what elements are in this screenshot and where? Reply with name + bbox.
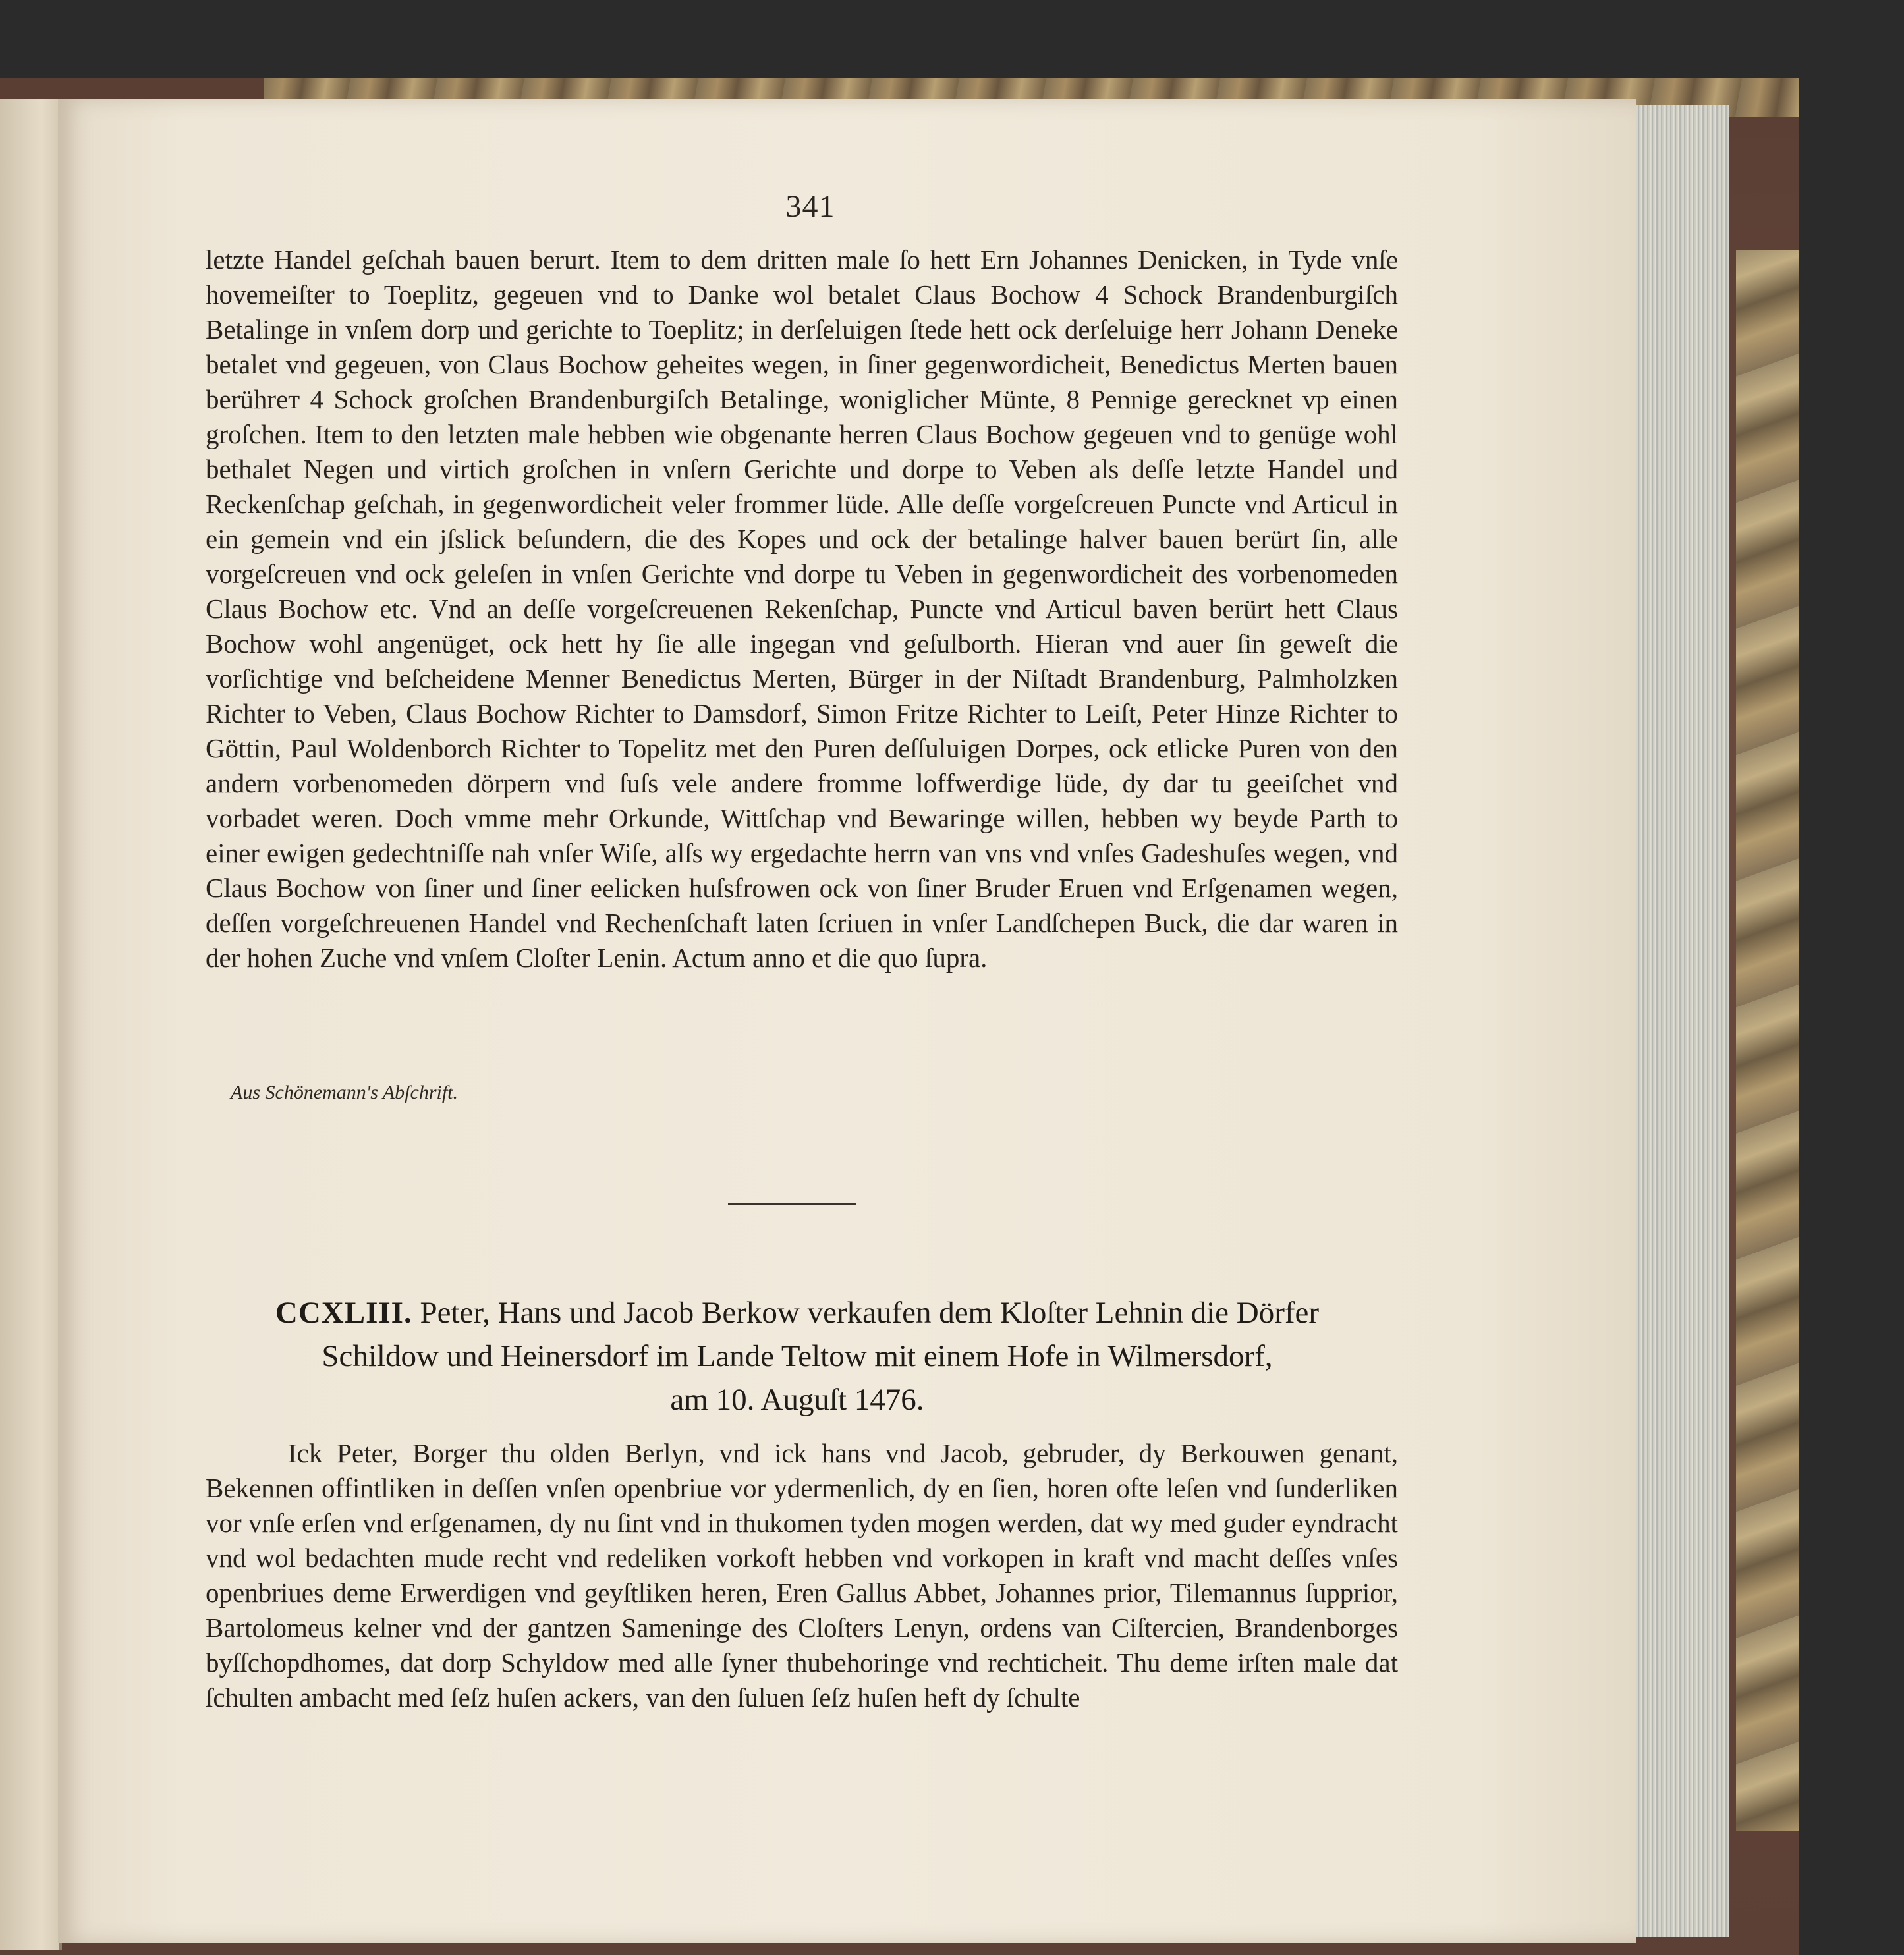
document-paragraph: [206, 1436, 1398, 1715]
heading-line-1: [217, 1291, 1377, 1335]
section-divider: [728, 1203, 856, 1205]
section-heading: [217, 1291, 1377, 1421]
heading-title-line-1: Peter, Hans und Jacob Berkow verkaufen dem Kloſter Lehnin die Dörfer: [420, 1296, 1320, 1330]
source-note: Aus Schönemann's Abſchrift.: [231, 1082, 458, 1103]
heading-title-line-3: am 10. Auguſt 1476.: [670, 1383, 924, 1417]
page-edge-stack: [1631, 105, 1729, 1937]
paragraph-text: Ick Peter, Borger thu olden Berlyn, vnd ick hans vnd Jacob, gebruder, dy Berkouwen genant, Bekennen offintliken in deſſen vnſen openbriue vor ydermenlich, dy en ſien, horen ofte leſen vnd ſunderliken vor vnſe erſen vnd erſgenamen, dy nu ſint vnd in thukomen tyden mogen werden, dat wy med guder eyndracht vnd wol bedachten mude recht vnd redeliken vorkoft hebben vnd vorkopen in kraft vnd macht deſſes vnſes openbriues deme Erwerdigen vnd geyſtliken heren, Eren Gallus Abbet, Johannes prior, Tilemannus ſupprior, Bartolomeus kelner vnd der gantzen Sameninge des Cloſters Lenyn, ordens van Ciſtercien, Brandenborges byſſchopdhomes, dat dorp Schyldow med alle ſyner thubehoringe vnd rechticheit. Thu deme irſten male dat ſchulten ambacht med ſeſz huſen ackers, van den ſuluen ſeſz huſen heft dy ſchulte: [206, 1438, 1398, 1713]
marbled-side-edge: [1736, 250, 1799, 1831]
document-numeral: CCXLIII.: [275, 1296, 412, 1330]
left-page-edge: [0, 99, 62, 1950]
heading-title-line-2: Schildow und Heinersdorf im Lande Teltow mit einem Hofe in Wilmersdorf,: [322, 1339, 1273, 1373]
page-number: 341: [785, 189, 835, 224]
paragraph-text: letzte Handel geſchah bauen berurt. Item to dem dritten male ſo hett Ern Johannes Denicken, in Tyde vnſe hovemeiſter to Toeplitz, gegeuen vnd to Danke wol betalet Claus Bochow 4 Schock Brandenburgiſch Betalinge in vnſem dorp und gerichte to Toeplitz; in derſeluigen ſtede hett ock derſeluige herr Johann Deneke betalet vnd gegeuen, von Claus Bochow geheites wegen, in ſiner gegenwordicheit, Benedictus Merten bauen berührет 4 Schock groſchen Brandenburgiſch Betalinge, woniglicher Münte, 8 Pennige gerecknet vp einen groſchen. Item to den letzten male hebben wie obgenante herren Claus Bochow gegeuen vnd to genüge wohl bethalet Negen und virtich groſchen in vnſern Gerichte und dorpe to Veben als deſſe letzte Handel und Reckenſchap geſchah, in gegenwordicheit veler frommer lüde. Alle deſſe vorgeſcreuen Puncte vnd Articul in ein gemein vnd ein jſslick beſundern, die des Kopes und ock der betalinge halver bauen berürt ſin, alle vorgeſcreuen vnd ock geleſen in vnſen Gerichte vnd dorpe tu Veben in gegenwordicheit des vorbenomeden Claus Bochow etc. Vnd an deſſe vorgeſcreuenen Rekenſchap, Puncte vnd Articul baven berürt hett Claus Bochow wohl angenüget, ock hett hy ſie alle ingegan vnd geſulborth. Hieran vnd auer ſin geweſt die vorſichtige vnd beſcheidene Menner Benedictus Merten, Bürger in der Niſtadt Brandenburg, Palmholzken Richter to Veben, Claus Bochow Richter to Damsdorf, Simon Fritze Richter to Leiſt, Peter Hinze Richter to Göttin, Paul Woldenborch Richter to Topelitz met den Puren deſſuluigen Dorpes, ock etlicke Puren von den andern vorbenomeden dörpern vnd ſuſs vele andere fromme loffwerdige lüde, dy dar tu geeiſchet vnd vorbadet weren. Doch vmme mehr Orkunde, Wittſchap vnd Bewaringe willen, hebben wy beyde Parth to einer ewigen gedechtniſſe nah vnſer Wiſe, alſs wy ergedachte herrn van vns vnd vnſes Gadeshuſes wegen, vnd Claus Bochow von ſiner und ſiner eelicken huſsfrowen ock von ſiner Bruder Eruen vnd Erſgenamen wegen, deſſen vorgeſchreuenen Handel vnd Rechenſchaft laten ſcriuen in vnſer Landſchepen Buck, die dar waren in der hohen Zuche vnd vnſem Cloſter Lenin. Actum anno et die quo ſupra.: [206, 244, 1398, 973]
paragraph-continuation: [206, 242, 1398, 976]
